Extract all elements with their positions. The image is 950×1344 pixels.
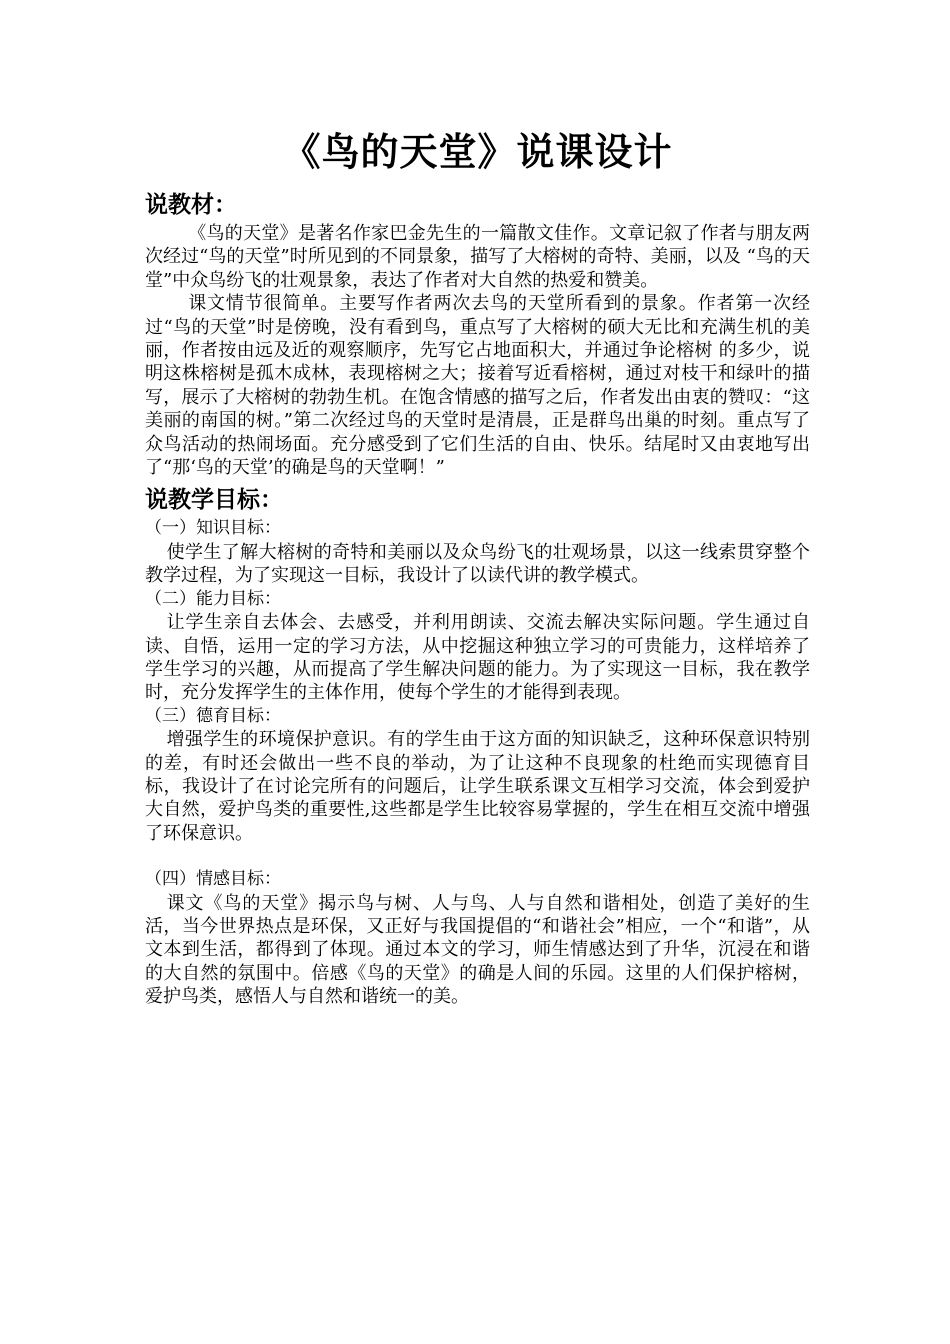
blank-line <box>145 845 810 868</box>
goal-text-ability: 让学生亲自去体会、去感受，并利用朗读、交流去解决实际问题。学生通过自读、自悟，运用一定的学习方法，从中挖掘这种独立学习的可贵能力，这样培养了学生学习的兴趣，从而提高了学生解决问题的能力。为了实现这一目标，我在教学时，充分发挥学生的主体作用，使每个学生的才能得到表现。 <box>145 612 810 704</box>
section-heading-jiaocai: 说教材： <box>145 192 237 218</box>
goal-label-ability: （二）能力目标： <box>145 588 281 609</box>
document-page <box>145 126 810 1009</box>
goal-text-moral: 增强学生的环境保护意识。有的学生由于这方面的知识缺乏，这种环保意识特别的差，有时还会做出一些不良的举动，为了让这种不良现象的杜绝而实现德育目标，我设计了在讨论完所有的问题后，让学生联系课文互相学习交流，体会到爱护大自然，爱护鸟类的重要性,这些都是学生比较容易掌握的，学生在相互交流中增强了环保意识。 <box>145 729 810 844</box>
document-title: 《鸟的天堂》说课设计 <box>282 130 673 174</box>
goal-text-knowledge: 使学生了解大榕树的奇特和美丽以及众鸟纷飞的壮观场景，以这一线索贯穿整个教学过程，为了实现这一目标，我设计了以读代讲的教学模式。 <box>145 541 810 587</box>
goal-label-moral: （三）德育目标： <box>145 705 281 726</box>
section-heading-mubiao: 说教学目标： <box>145 487 283 514</box>
goal-label-emotion: （四）情感目标： <box>145 869 281 890</box>
paragraph-jiaocai-intro: 《鸟的天堂》是著名作家巴金先生的一篇散文佳作。文章记叙了作者与朋友两次经过“鸟的天堂”时所见到的不同景象，描写了大榕树的奇特、美丽，以及 “鸟的天堂”中众鸟纷飞的壮观景象，表达了作者对大自然的热爱和赞美。 <box>145 223 810 291</box>
paragraph-jiaocai-plot: 课文情节很简单。主要写作者两次去鸟的天堂所看到的景象。作者第一次经过“鸟的天堂”时是傍晚，没有看到鸟，重点写了大榕树的硕大无比和充满生机的美丽，作者按由远及近的观察顺序，先写它占地面积大，并通过争论榕树 的多少，说明这株榕树是孤木成林，表现榕树之大；接着写近看榕树，通过对枝干和绿叶的描写，展示了大榕树的勃勃生机。在饱含情感的描写之后，作者发出由衷的赞叹：“这美丽的南国的树。”第二次经过鸟的天堂时是清晨，正是群鸟出巢的时刻。重点写了众鸟活动的热闹场面。充分感受到了它们生活的自由、快乐。结尾时又由衷地写出了“那‘鸟的天堂’的确是鸟的天堂啊！” <box>145 293 810 479</box>
goal-label-knowledge: （一）知识目标： <box>145 518 281 539</box>
goal-text-emotion: 课文《鸟的天堂》揭示鸟与树、人与鸟、人与自然和谐相处，创造了美好的生活，当今世界热点是环保，又正好与我国提倡的“和谐社会”相应，一个“和谐”，从文本到生活，都得到了体现。通过本文的学习，师生情感达到了升华，沉浸在和谐的大自然的氛围中。倍感《鸟的天堂》的确是人间的乐园。这里的人们保护榕树，爱护鸟类，感悟人与自然和谐统一的美。 <box>145 892 810 1008</box>
